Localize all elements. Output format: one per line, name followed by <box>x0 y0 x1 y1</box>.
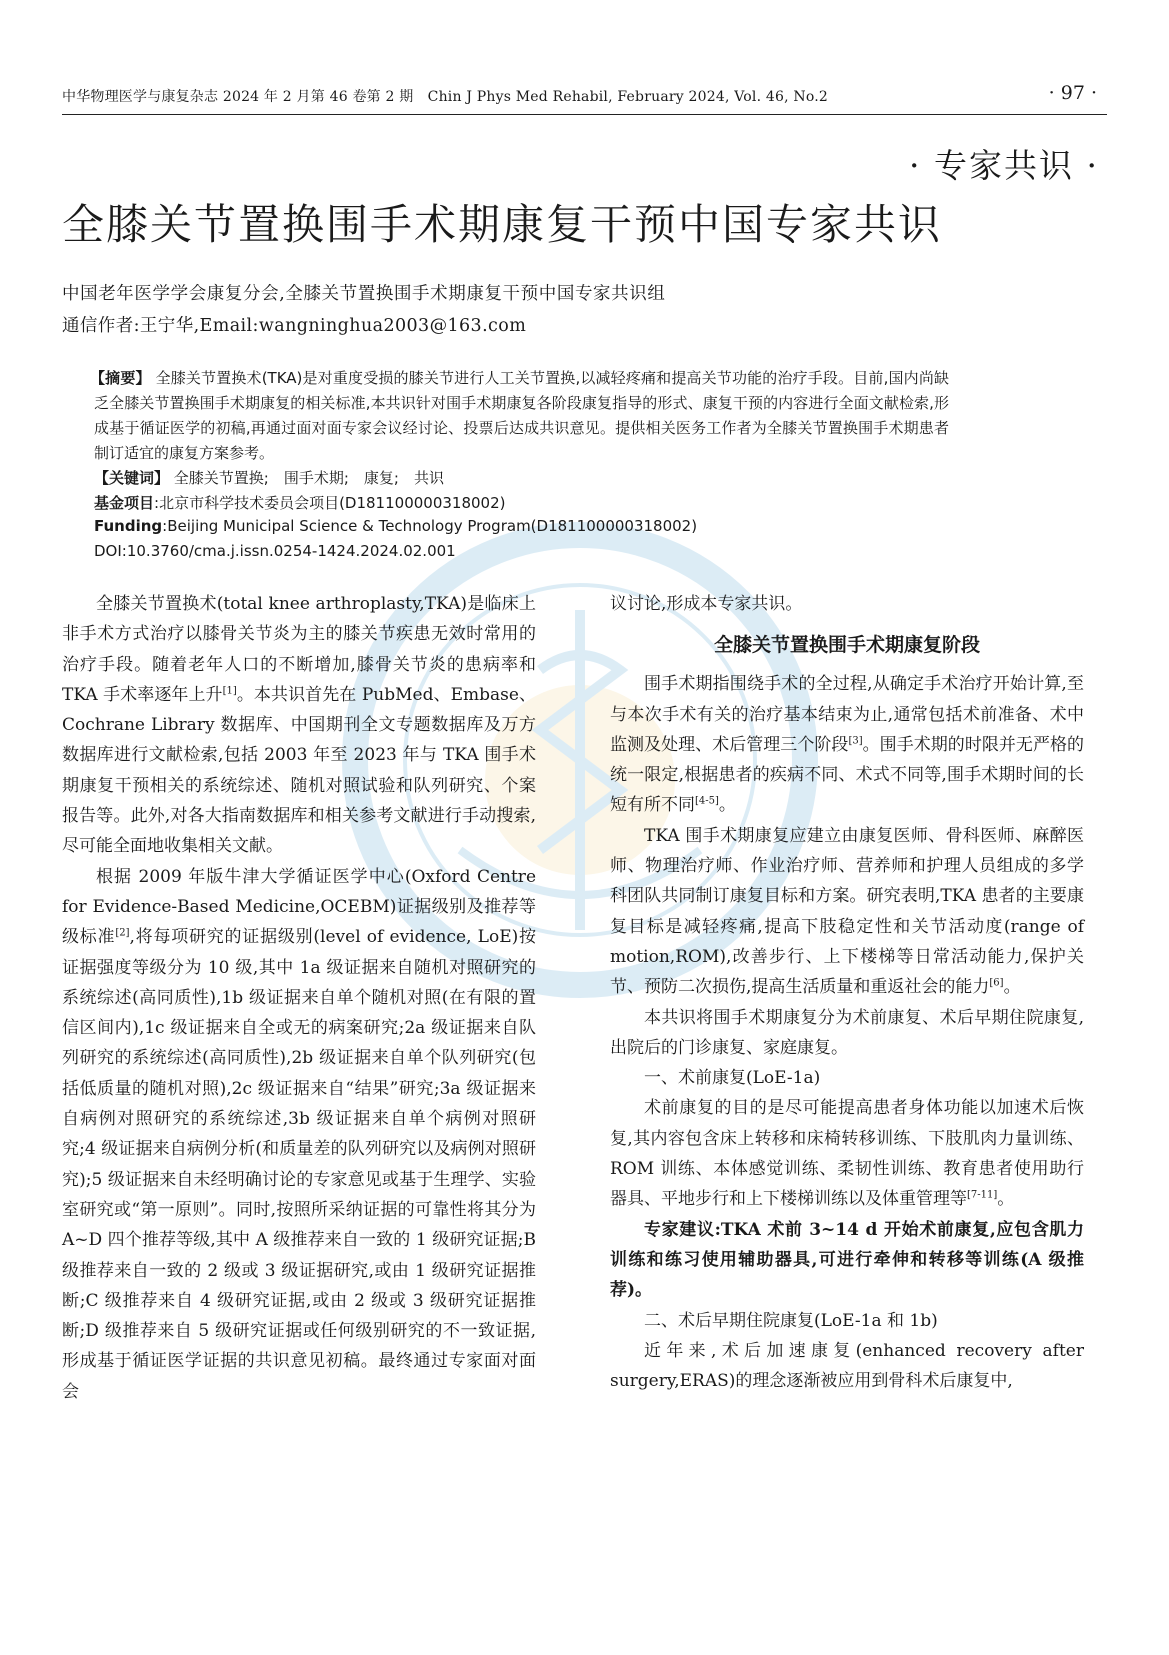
keywords-text: 全膝关节置换; 围手术期; 康复; 共识 <box>173 469 444 487</box>
citation-ref: [2] <box>115 927 130 939</box>
paragraph: 本共识将围手术期康复分为术前康复、术后早期住院康复,出院后的门诊康复、家庭康复。 <box>610 1007 1084 1058</box>
subsection-heading: 一、术前康复(LoE-1a) <box>644 1068 821 1089</box>
expert-recommendation: 专家建议:TKA 术前 3~14 d 开始术前康复,应包含肌力训练和练习使用辅助器具,可进行牵伸和转移等训练(A 级推荐)。 <box>610 1219 1084 1301</box>
fund-text: :北京市科学技术委员会项目(D181100000318002) <box>154 494 506 512</box>
citation-ref: [4-5] <box>695 795 719 807</box>
citation-ref: [3] <box>848 735 863 747</box>
left-column <box>62 589 536 1407</box>
paragraph: 近年来,术后加速康复(enhanced recovery after surgery,ERAS)的理念逐渐被应用到骨科术后康复中, <box>610 1340 1084 1392</box>
paragraph: 全膝关节置换术(total knee arthroplasty,TKA)是临床上非手术方式治疗以膝骨关节炎为主的膝关节疾患无效时常用的治疗手段。随着老年人口的不断增加,膝骨关节炎的患病率和 TKA 手术率逐年上升[1]。本共识首先在 PubMed、Embase、Cochrane Library 数据库、中国期刊全文专题数据库及万方数据库进行文献检索,包括 2003 年至 2023 年与 TKA 围手术期康复干预相关的系统综述、随机对照试验和队列研究、个案报告等。此外,对各大指南数据库和相关参考文献进行手动搜索,尽可能全面地收集相关文献。 <box>62 594 536 857</box>
doi: DOI:10.3760/cma.j.issn.0254-1424.2024.02.001 <box>94 542 456 560</box>
funding-en <box>94 517 697 535</box>
section-heading: 全膝关节置换围手术期康复阶段 <box>713 634 980 657</box>
paragraph: 围手术期指围绕手术的全过程,从确定手术治疗开始计算,至与本次手术有关的治疗基本结束为止,通常包括术前准备、术中监测及处理、术后管理三个阶段[3]。围手术期的时限并无严格的统一限定,根据患者的疾病不同、术式不同等,围手术期时间的长短有所不同[4-5]。 <box>610 674 1085 816</box>
subsection-heading: 二、术后早期住院康复(LoE-1a 和 1b) <box>644 1310 938 1331</box>
fund <box>94 492 505 513</box>
correspondence: 通信作者:王宁华,Email:wangninghua2003@163.com <box>62 316 527 336</box>
journal-citation: 中华物理医学与康复杂志 2024 年 2 月第 46 卷第 2 期 Chin J Phys Med Rehabil, February 2024, Vol. 46, No.2 <box>62 89 828 105</box>
keywords-label: 【关键词】 <box>94 469 170 487</box>
authors: 中国老年医学学会康复分会,全膝关节置换围手术期康复干预中国专家共识组 <box>62 284 666 304</box>
citation-ref: [6] <box>989 977 1004 989</box>
keywords <box>94 467 444 488</box>
paragraph: 术前康复的目的是尽可能提高患者身体功能以加速术后恢复,其内容包含床上转移和床椅转移训练、下肢肌肉力量训练、ROM 训练、本体感觉训练、柔韧性训练、教育患者使用助行器具、平地步行和上下楼梯训练以及体重管理等[7-11]。 <box>610 1098 1084 1210</box>
paragraph: TKA 围手术期康复应建立由康复医师、骨科医师、麻醉医师、物理治疗师、作业治疗师、营养师和护理人员组成的多学科团队共同制订康复目标和方案。研究表明,TKA 患者的主要康复目标是减轻疼痛,提高下肢稳定性和关节活动度(range of motion,ROM),改善步行、上下楼梯等日常活动能力,保护关节、预防二次损伤,提高生活质量和重返社会的能力[6]。 <box>610 825 1084 998</box>
funding-en-text: :Beijing Municipal Science & Technology Program(D181100000318002) <box>162 517 698 535</box>
fund-label: 基金项目 <box>94 494 155 512</box>
page-number: · 97 · <box>1048 82 1097 104</box>
article-title: 全膝关节置换围手术期康复干预中国专家共识 <box>62 200 943 249</box>
running-header <box>62 82 1107 108</box>
abstract-text: 全膝关节置换术(TKA)是对重度受损的膝关节进行人工关节置换,以减轻疼痛和提高关节功能的治疗手段。目前,国内尚缺乏全膝关节置换围手术期康复的相关标准,本共识针对围手术期康复各阶段康复指导的形式、康复干预的内容进行全面文献检索,形成基于循证医学的初稿,再通过面对面专家会议经讨论、投票后达成共识意见。提供相关医务工作者为全膝关节置换围手术期患者制订适宜的康复方案参考。 <box>94 369 949 462</box>
citation-ref: [1] <box>222 685 237 697</box>
funding-en-label: Funding <box>94 517 163 535</box>
header-rule <box>62 114 1107 115</box>
paragraph: 议讨论,形成本专家共识。 <box>610 594 803 614</box>
paragraph: 根据 2009 年版牛津大学循证医学中心(Oxford Centre for Evidence-Based Medicine,OCEBM)证据级别及推荐等级标准[2],将每项研究的证据级别(level of evidence, LoE)按证据强度等级分为 10 级,其中 1a 级证据来自随机对照研究的系统综述(高同质性),1b 级证据来自单个随机对照(在有限的置信区间内),1c 级证据来自全或无的病案研究;2a 级证据来自队列研究的系统综述(高同质性),2b 级证据来自单个队列研究(包括低质量的随机对照),2c 级证据来自“结果”研究;3a 级证据来自病例对照研究的系统综述,3b 级证据来自单个病例对照研究;4 级证据来自病例分析(和质量差的队列研究以及病例对照研究);5 级证据来自未经明确讨论的专家意见或基于生理学、实验室研究或“第一原则”。同时,按照所采纳证据的可靠性将其分为 A~D 四个推荐等级,其中 A 级推荐来自一致的 1 级研究证据;B 级推荐来自一致的 2 级或 3 级证据研究,或由 1 级研究证据推断;C 级推荐来自 4 级研究证据,或由 2 级或 3 级研究证据推断;D 级推荐来自 5 级研究证据或任何级别研究的不一致证据,形成基于循证医学证据的共识意见初稿。最终通过专家面对面会 <box>62 866 537 1402</box>
column-label: · 专家共识 · <box>909 146 1099 185</box>
abstract-label: 【摘要】 <box>90 369 151 387</box>
right-column <box>610 589 1084 1396</box>
abstract <box>90 366 949 466</box>
citation-ref: [7-11] <box>967 1189 998 1201</box>
